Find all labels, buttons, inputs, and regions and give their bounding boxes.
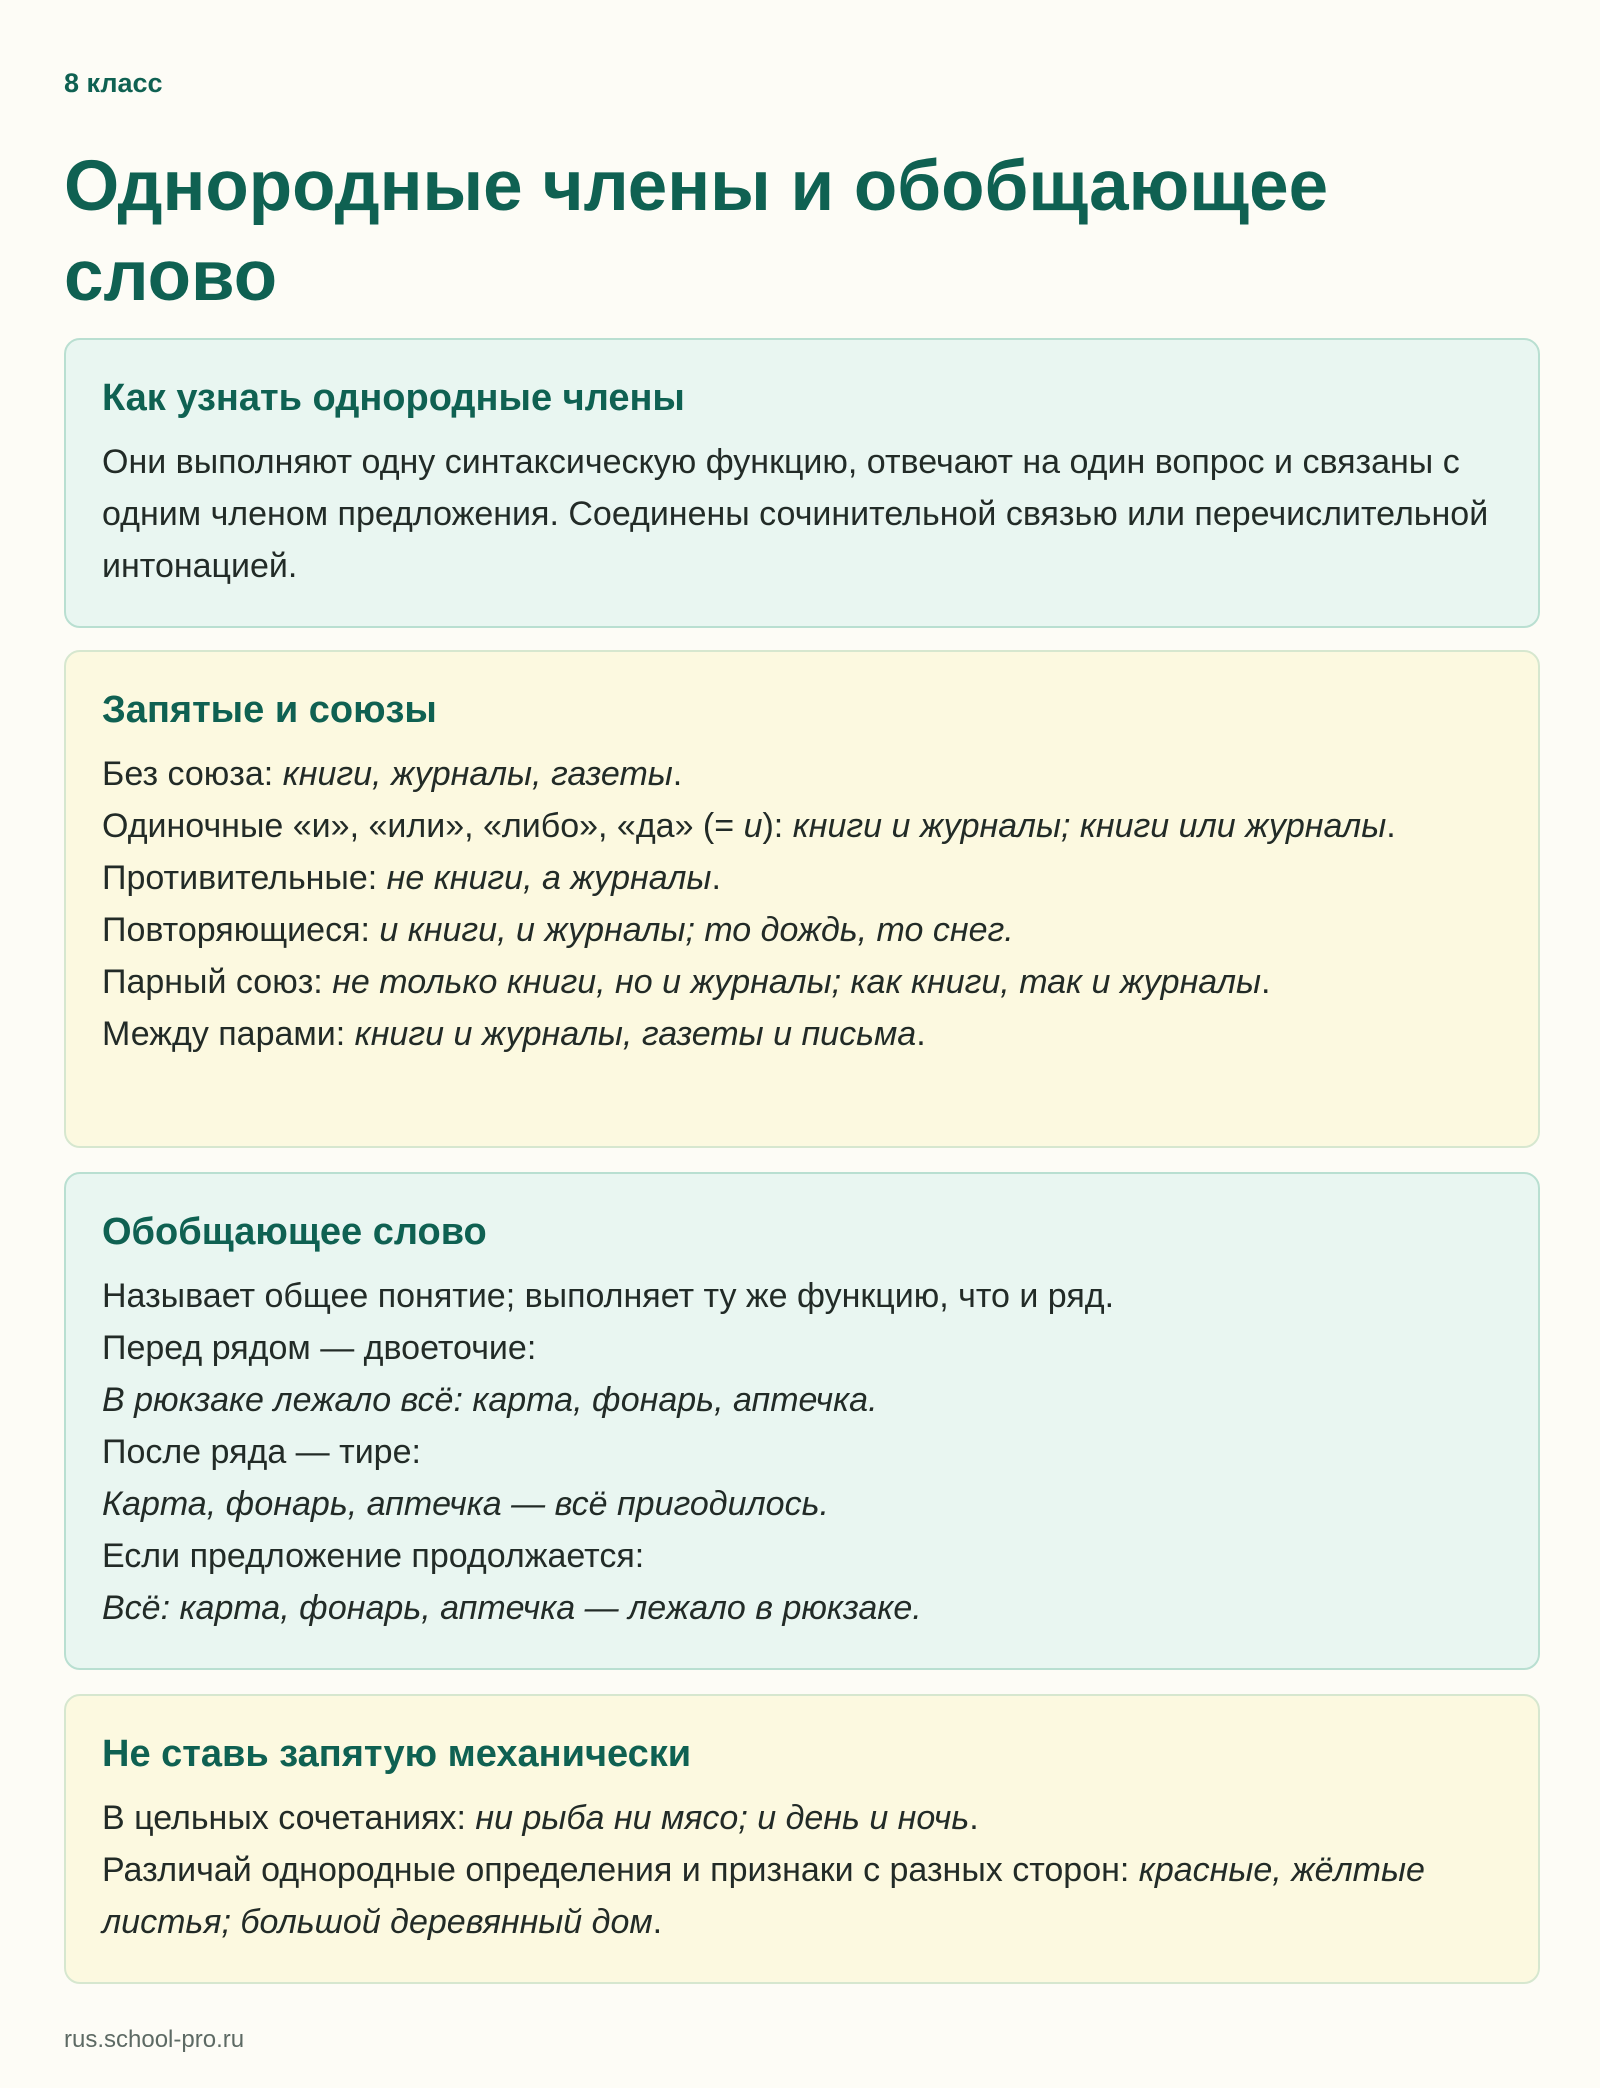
card-title: Как узнать однородные члены	[102, 377, 685, 419]
rule-line: Без союза: книги, журналы, газеты.	[102, 755, 683, 793]
example-line: В рюкзаке лежало всё: карта, фонарь, аптечка.	[102, 1381, 878, 1419]
card-no-mechanical-comma	[64, 1694, 1540, 1984]
card-title: Не ставь запятую механически	[102, 1733, 692, 1775]
card-title: Запятые и союзы	[102, 689, 437, 731]
example-line: Карта, фонарь, аптечка — всё пригодилось.	[102, 1485, 829, 1523]
rule-line: Парный союз: не только книги, но и журналы; как книги, так и журналы.	[102, 963, 1271, 1001]
footer-site: rus.school-pro.ru	[64, 2026, 245, 2053]
rule-line: Одиночные «и», «или», «либо», «да» (= и): книги и журналы; книги или журналы.	[102, 807, 1396, 845]
rule-line: После ряда — тире:	[102, 1433, 421, 1471]
card-title: Обобщающее слово	[102, 1211, 487, 1253]
rule-line: Различай однородные определения и признаки с разных сторон: красные, жёлтые листья; большой деревянный дом.	[102, 1851, 1425, 1941]
rule-line: Повторяющиеся: и книги, и журналы; то дождь, то снег.	[102, 911, 1014, 949]
card-generalizing-word	[64, 1172, 1540, 1670]
rule-line: Перед рядом — двоеточие:	[102, 1329, 537, 1367]
rule-line: Противительные: не книги, а журналы.	[102, 859, 721, 897]
card-commas-conjunctions	[64, 650, 1540, 1148]
page-title: Однородные члены и обобщающее слово	[64, 147, 1329, 316]
rule-line: Если предложение продолжается:	[102, 1537, 645, 1575]
example-line: Всё: карта, фонарь, аптечка — лежало в рюкзаке.	[102, 1589, 922, 1627]
rule-line: Называет общее понятие; выполняет ту же функцию, что и ряд.	[102, 1277, 1115, 1315]
rule-line: В цельных сочетаниях: ни рыба ни мясо; и день и ночь.	[102, 1799, 979, 1837]
grade-label: 8 класс	[64, 68, 163, 98]
card-text: Они выполняют одну синтаксическую функцию, отвечают на один вопрос и связаны с одним членом предложения. Соединены сочинительной связью или перечислительной интонацией.	[102, 443, 1489, 585]
card-identify-homogeneous	[64, 338, 1540, 628]
rule-line: Между парами: книги и журналы, газеты и письма.	[102, 1015, 926, 1053]
